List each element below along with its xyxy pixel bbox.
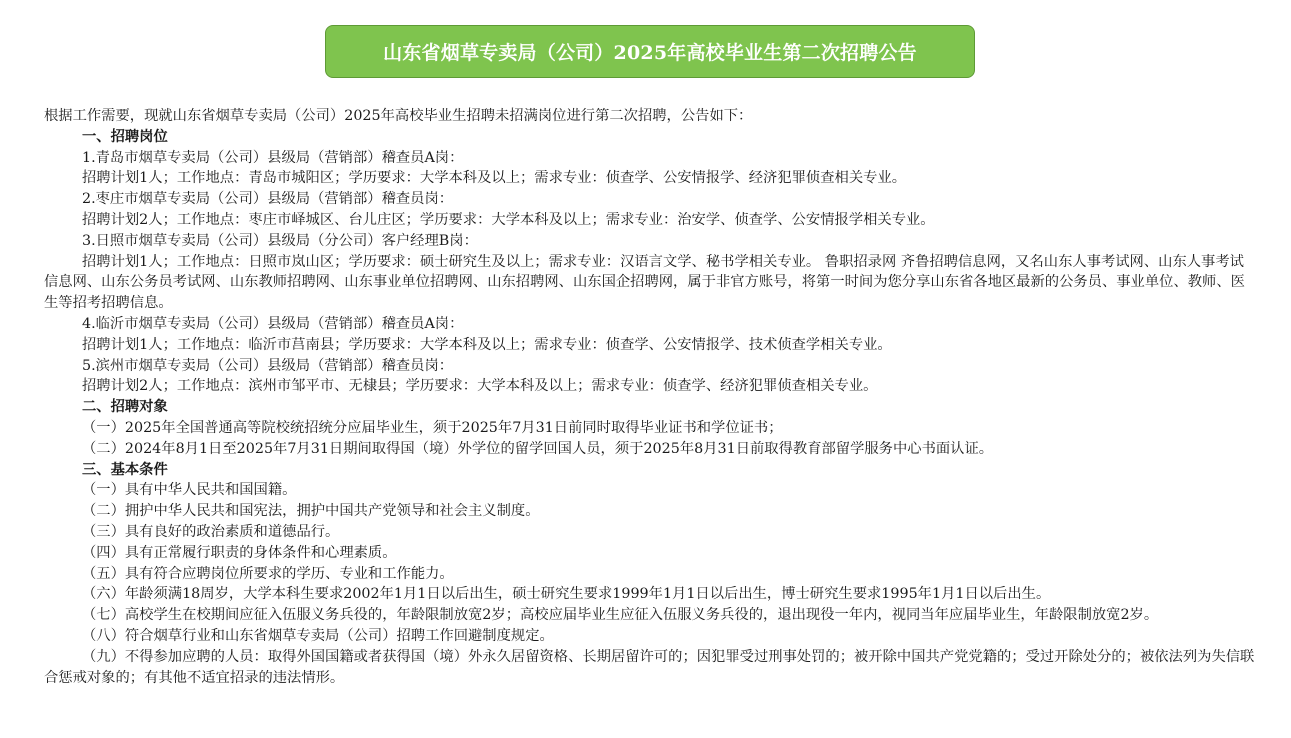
condition-item: （六）年龄须满18周岁，大学本科生要求2002年1月1日以后出生，硕士研究生要求1999年1月1日以后出生，博士研究生要求1995年1月1日以后出生。: [82, 586, 1051, 603]
section-heading-targets: 二、招聘对象: [82, 399, 168, 416]
page-title: 山东省烟草专卖局（公司）2025年高校毕业生第二次招聘公告: [383, 42, 917, 64]
position-title: 4.临沂市烟草专卖局（公司）县级局（营销部）稽查员A岗：: [82, 315, 464, 332]
position-detail: 招聘计划1人；工作地点：临沂市莒南县；学历要求：大学本科及以上；需求专业：侦查学、公安情报学、技术侦查学相关专业。: [82, 336, 892, 353]
condition-item: （三）具有良好的政治素质和道德品行。: [82, 523, 340, 540]
condition-item: （四）具有正常履行职责的身体条件和心理素质。: [82, 544, 397, 561]
position-title: 1.青岛市烟草专卖局（公司）县级局（营销部）稽查员A岗：: [82, 149, 464, 166]
position-title: 2.枣庄市烟草专卖局（公司）县级局（营销部）稽查员岗：: [82, 191, 454, 208]
intro-paragraph: 根据工作需要，现就山东省烟草专卖局（公司）2025年高校毕业生招聘未招满岗位进行第二次招聘，公告如下：: [44, 108, 753, 124]
condition-item: （九）不得参加应聘的人员：取得外国国籍或者获得国（境）外永久居留资格、长期居留许可的；因犯罪受过刑事处罚的；被开除中国共产党党籍的；受过开除处分的；被依法列为失信联合惩戒对象的；有其他不适宜招录的违法情形。: [44, 648, 1255, 686]
position-title: 3.日照市烟草专卖局（公司）县级局（分公司）客户经理B岗：: [82, 232, 478, 249]
position-detail: 招聘计划2人；工作地点：枣庄市峄城区、台儿庄区；学历要求：大学本科及以上；需求专业：治安学、侦查学、公安情报学相关专业。: [82, 211, 935, 228]
position-detail: 招聘计划1人；工作地点：青岛市城阳区；学历要求：大学本科及以上；需求专业：侦查学、公安情报学、经济犯罪侦查相关专业。: [82, 170, 907, 187]
condition-item: （七）高校学生在校期间应征入伍服义务兵役的，年龄限制放宽2岁；高校应届毕业生应征入伍服义务兵役的，退出现役一年内，视同当年应届毕业生，年龄限制放宽2岁。: [82, 607, 1159, 624]
position-title: 5.滨州市烟草专卖局（公司）县级局（营销部）稽查员岗：: [82, 357, 454, 374]
announcement-body: [44, 106, 1256, 688]
condition-item: （二）拥护中华人民共和国宪法，拥护中国共产党领导和社会主义制度。: [82, 503, 540, 520]
condition-item: （八）符合烟草行业和山东省烟草专卖局（公司）招聘工作回避制度规定。: [82, 627, 554, 644]
title-banner: [325, 25, 975, 78]
position-detail: 招聘计划1人；工作地点：日照市岚山区；学历要求：硕士研究生及以上；需求专业：汉语言文学、秘书学相关专业。 鲁职招录网 齐鲁招聘信息网，又名山东人事考试网、山东人事考试信息网、山东公务员考试网、山东教师招聘网、山东事业单位招聘网、山东招聘网、山东国企招聘网，属于非官方账号，将第一时间为您分享山东省各地区最新的公务员、事业单位、教师、医生等招考招聘信息。: [44, 253, 1245, 312]
section-heading-conditions: 三、基本条件: [82, 461, 168, 478]
position-detail: 招聘计划2人；工作地点：滨州市邹平市、无棣县；学历要求：大学本科及以上；需求专业：侦查学、经济犯罪侦查相关专业。: [82, 378, 878, 395]
condition-item: （一）具有中华人民共和国国籍。: [82, 482, 297, 499]
condition-item: （五）具有符合应聘岗位所要求的学历、专业和工作能力。: [82, 565, 454, 582]
section-heading-positions: 一、招聘岗位: [82, 128, 168, 145]
target-item: （一）2025年全国普通高等院校统招统分应届毕业生，须于2025年7月31日前同时取得毕业证书和学位证书；: [82, 419, 783, 436]
target-item: （二）2024年8月1日至2025年7月31日期间取得国（境）外学位的留学回国人员，须于2025年8月31日前取得教育部留学服务中心书面认证。: [82, 440, 994, 457]
